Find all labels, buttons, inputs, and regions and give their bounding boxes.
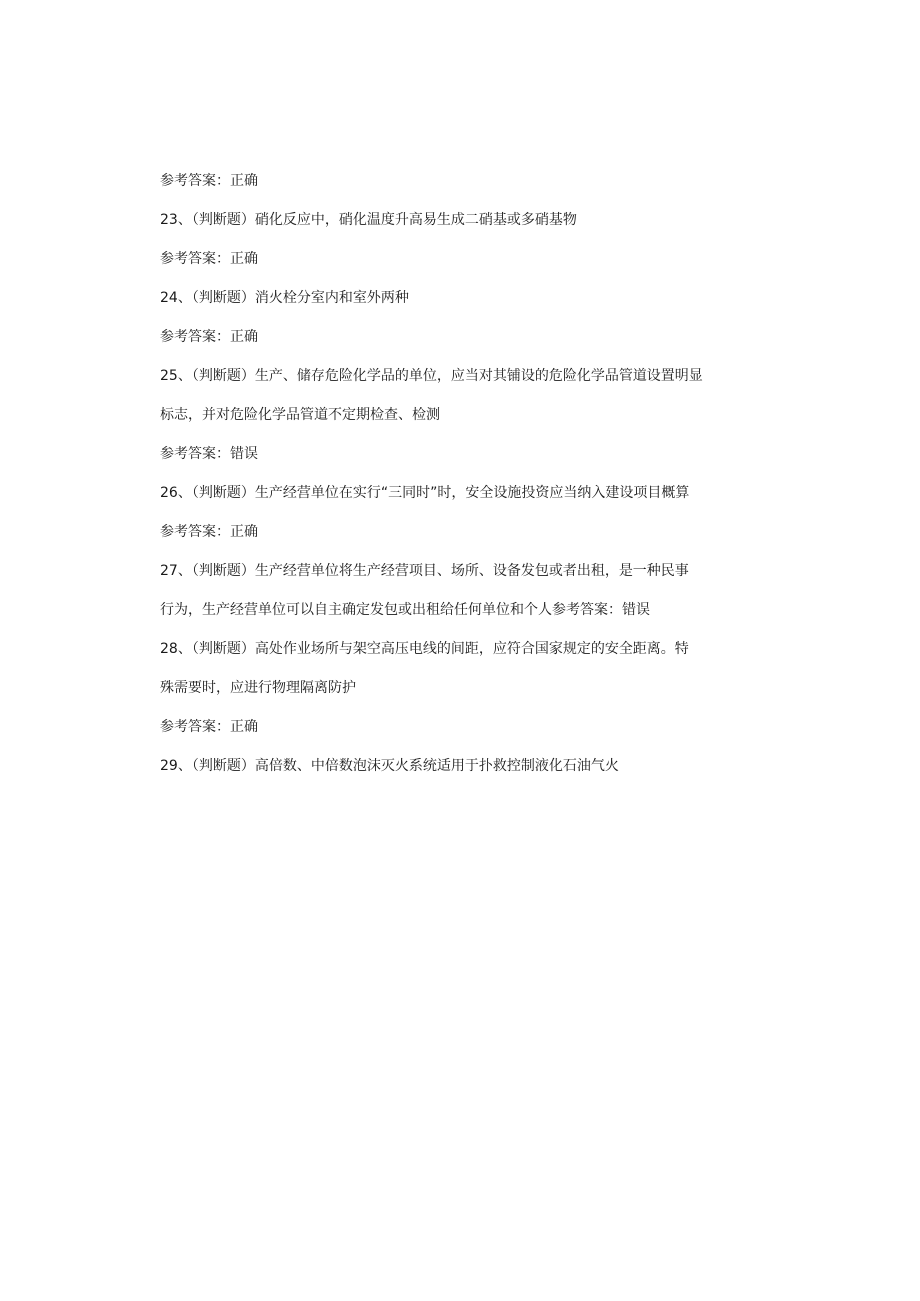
answer-line: 参考答案：正确 — [160, 251, 258, 267]
question-25-continued: 标志，并对危险化学品管道不定期检查、检测 — [160, 407, 440, 423]
question-28: 28、（判断题）高处作业场所与架空高压电线的间距，应符合国家规定的安全距离。特 — [160, 641, 689, 657]
question-27: 27、（判断题）生产经营单位将生产经营项目、场所、设备发包或者出租，是一种民事 — [160, 563, 689, 579]
question-26: 26、（判断题）生产经营单位在实行“三同时”时，安全设施投资应当纳入建设项目概算 — [160, 485, 690, 501]
answer-line: 参考答案：正确 — [160, 329, 258, 345]
answer-line: 参考答案：错误 — [160, 446, 258, 462]
question-25: 25、（判断题）生产、储存危险化学品的单位，应当对其铺设的危险化学品管道设置明显 — [160, 368, 703, 384]
answer-line: 参考答案：正确 — [160, 524, 258, 540]
answer-line: 参考答案：正确 — [160, 173, 258, 189]
question-29: 29、（判断题）高倍数、中倍数泡沫灭火系统适用于扑救控制液化石油气火 — [160, 758, 619, 774]
question-24: 24、（判断题）消火栓分室内和室外两种 — [160, 290, 409, 306]
question-27-continued: 行为，生产经营单位可以自主确定发包或出租给任何单位和个人参考答案：错误 — [160, 602, 650, 618]
answer-line: 参考答案：正确 — [160, 719, 258, 735]
question-23: 23、（判断题）硝化反应中，硝化温度升高易生成二硝基或多硝基物 — [160, 212, 577, 228]
question-28-continued: 殊需要时，应进行物理隔离防护 — [160, 680, 356, 696]
question-list — [160, 170, 770, 794]
